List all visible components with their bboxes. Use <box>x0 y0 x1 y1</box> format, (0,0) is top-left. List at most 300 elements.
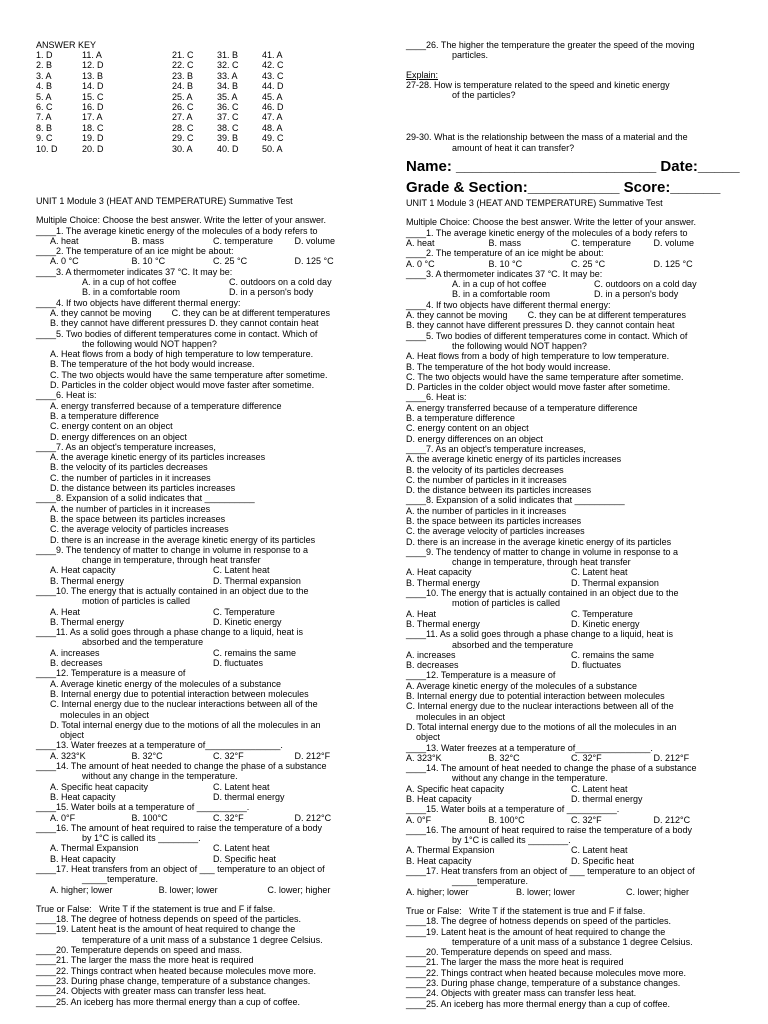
question-3: ____3. A thermometer indicates 37 °C. It may be: <box>406 268 603 279</box>
option: D. Total internal energy due to the motions of all the molecules in an <box>50 719 321 730</box>
answer-key-col-4 <box>217 50 239 154</box>
question-7-options <box>406 454 736 495</box>
answer-key-item: 44. D <box>262 81 284 92</box>
option: B. mass <box>488 237 522 248</box>
answer-key-item: 41. A <box>262 50 283 60</box>
option: D. Particles in the colder object would move faster after sometime. <box>50 380 315 391</box>
option: B. Internal energy due to potential interaction between molecules <box>406 691 665 702</box>
question-11-cont: absorbed and the temperature <box>82 637 204 648</box>
question-4-options-b: B. they cannot have different pressures D. they cannot contain heat <box>50 318 319 329</box>
question-10-options <box>36 607 376 628</box>
option: D. 212°C <box>653 814 691 825</box>
option: B. the space between its particles increases <box>406 515 582 526</box>
option: D. Kinetic energy <box>571 618 640 629</box>
option: D. fluctuates <box>213 658 264 669</box>
explain-heading: Explain: <box>406 69 439 80</box>
question-2: ____2. The temperature of an ice might be about: <box>406 248 604 259</box>
question-8: ____8. Expansion of a solid indicates that __________ <box>36 493 255 504</box>
tf-item: ____18. The degree of hotness depends on speed of the particles. <box>406 916 672 927</box>
question-4: ____4. If two objects have different thermal energy: <box>406 299 611 310</box>
tf-item: ____21. The larger the mass the more heat is required <box>406 957 624 968</box>
question-11-cont: absorbed and the temperature <box>452 639 574 650</box>
answer-key-item: 25. A <box>172 91 193 102</box>
question-16: ____16. The amount of heat required to raise the temperature of a body <box>36 822 323 833</box>
tf-list <box>36 914 376 1007</box>
question-14-options <box>406 784 736 805</box>
option: A. 0°F <box>406 814 432 825</box>
option: B. Internal energy due to potential interaction between molecules <box>50 688 309 699</box>
question-17-options <box>406 887 736 897</box>
option: B. Heat capacity <box>406 794 472 804</box>
question-11-options <box>36 648 376 669</box>
option: D. 125 °C <box>294 256 334 267</box>
answer-key-item: 39. B <box>217 133 239 144</box>
grade-score-line: Grade & Section:___________ Score:______ <box>406 179 721 197</box>
option: A. Specific heat capacity <box>50 781 149 792</box>
option: A. 0 °C <box>406 258 435 269</box>
mc-instructions: Multiple Choice: Choose the best answer. Write the letter of your answer. <box>406 217 696 228</box>
tf-item-cont: temperature of a unit mass of a substance 1 degree Celsius. <box>452 936 693 947</box>
option: A. the number of particles in it increases <box>406 505 567 516</box>
question-14-options <box>36 782 376 803</box>
question-14-cont: without any change in the temperature. <box>82 771 238 782</box>
question-14: ____14. The amount of heat needed to change the phase of a substance <box>36 761 327 772</box>
answer-key-item: 15. C <box>82 91 104 102</box>
answer-key-item: 21. C <box>172 50 194 60</box>
question-10-cont: motion of particles is called <box>82 596 191 607</box>
question-3: ____3. A thermometer indicates 37 °C. It may be: <box>36 266 233 277</box>
option: A. increases <box>50 647 100 658</box>
answer-key-title: ANSWER KEY <box>36 40 97 50</box>
question-9-cont: change in temperature, through heat transfer <box>452 557 631 568</box>
question-6-options <box>36 401 376 442</box>
tf-item: ____23. During phase change, temperature of a substance changes. <box>406 978 681 989</box>
option: B. the space between its particles increases <box>50 513 226 524</box>
option: D. Particles in the colder object would move faster after sometime. <box>406 382 671 393</box>
option: C. the average velocity of particles increases <box>50 524 229 535</box>
option: C. Latent heat <box>571 567 628 578</box>
tf-item: ____25. An iceberg has more thermal energy than a cup of coffee. <box>36 996 301 1007</box>
question-1: ____1. The average kinetic energy of the molecules of a body refers to <box>406 227 688 238</box>
option: A. Heat flows from a body of high temperature to low temperature. <box>50 349 314 360</box>
option: D. 212°F <box>294 750 331 761</box>
answer-key-item: 23. B <box>172 70 194 81</box>
option: B. lower; lower <box>158 884 218 895</box>
question-7: ____7. As an object's temperature increases, <box>406 443 586 454</box>
question-9-options <box>406 567 736 588</box>
option: A. Thermal Expansion <box>406 845 495 856</box>
answer-key-item: 36. C <box>217 101 239 112</box>
tf-item: ____24. Objects with greater mass can transfer less heat. <box>36 986 267 997</box>
option: A. heat <box>406 237 435 248</box>
option: A. the average kinetic energy of its particles increases <box>406 454 622 465</box>
answer-key-item: 50. A <box>262 143 283 154</box>
question-2-options <box>36 256 376 266</box>
question-6-options <box>406 403 736 444</box>
option: D. 212°F <box>653 752 690 763</box>
option: A. higher; lower <box>406 886 469 897</box>
option: D. there is an increase in the average kinetic energy of its particles <box>406 536 672 547</box>
question-5-cont: the following would NOT happen? <box>452 340 587 351</box>
question-1: ____1. The average kinetic energy of the molecules of a body refers to <box>36 225 318 236</box>
option: C. remains the same <box>213 647 297 658</box>
question-10: ____10. The energy that is actually contained in an object due to the <box>36 585 309 596</box>
tf-item: ____19. Latent heat is the amount of heat required to change the <box>406 926 666 937</box>
option: D. there is an increase in the average kinetic energy of its particles <box>50 534 316 545</box>
option: B. 100°C <box>488 814 525 825</box>
option: C. 32°F <box>213 812 244 823</box>
option: C. temperature <box>571 237 632 248</box>
answer-key-item: 47. A <box>262 112 283 123</box>
option: B. 100°C <box>131 812 168 823</box>
answer-key-item: 12. D <box>82 60 104 71</box>
question-13-options <box>406 753 736 763</box>
option: B. Heat capacity <box>50 853 116 864</box>
option: D. in a person's body <box>229 287 314 298</box>
tf-instructions: True or False: Write T if the statement is true and F if false. <box>406 905 646 916</box>
option: B. 10 °C <box>488 258 523 269</box>
answer-key-item: 13. B <box>82 70 104 81</box>
answer-key-item: 6. C <box>36 101 53 112</box>
test-title: UNIT 1 Module 3 (HEAT AND TEMPERATURE) Summative Test <box>36 196 293 206</box>
option: D. Thermal expansion <box>213 575 301 586</box>
option: D. 125 °C <box>653 258 693 269</box>
option: B. in a comfortable room <box>452 289 551 300</box>
question-15: ____15. Water boils at a temperature of __________. <box>36 802 250 813</box>
option: B. Heat capacity <box>50 791 116 802</box>
option: C. Temperature <box>571 608 633 619</box>
option: D. Thermal expansion <box>571 577 659 588</box>
answer-key-item: 8. B <box>36 122 53 133</box>
option: C. energy content on an object <box>406 423 529 434</box>
option: A. Heat flows from a body of high temperature to low temperature. <box>406 351 670 362</box>
option: B. the velocity of its particles decreases <box>406 464 564 475</box>
question-5-options <box>36 349 376 390</box>
option: C. lower; higher <box>267 884 331 895</box>
option: C. remains the same <box>571 649 655 660</box>
tf-item: ____24. Objects with greater mass can transfer less heat. <box>406 988 637 999</box>
option: B. The temperature of the hot body would increase. <box>50 359 255 370</box>
option: C. energy content on an object <box>50 421 173 432</box>
right-column <box>406 40 740 1009</box>
option: D. Kinetic energy <box>213 616 282 627</box>
option: B. decreases <box>50 658 103 669</box>
option: B. 32°C <box>488 752 520 763</box>
option: B. 10 °C <box>131 256 166 267</box>
question-9-options <box>36 565 376 586</box>
option: A. in a cup of hot coffee <box>82 277 177 288</box>
question-17: ____17. Heat transfers from an object of ___ temperature to an object of <box>406 866 695 877</box>
mc-instructions: Multiple Choice: Choose the best answer. Write the letter of your answer. <box>36 215 326 226</box>
left-test <box>36 196 376 1007</box>
tf-item-cont: temperature of a unit mass of a substance 1 degree Celsius. <box>82 934 323 945</box>
option: A. Specific heat capacity <box>406 783 505 794</box>
option: A. Heat <box>50 606 81 617</box>
question-12-options <box>36 679 376 741</box>
answer-key-item: 33. A <box>217 70 238 81</box>
option: D. 212°C <box>294 812 332 823</box>
question-3-options <box>406 279 736 300</box>
option: A. Thermal Expansion <box>50 843 139 854</box>
option: D. fluctuates <box>571 660 622 671</box>
answer-key-item: 28. C <box>172 122 194 133</box>
option: A. energy transferred because of a temperature difference <box>50 400 282 411</box>
question-8-options <box>406 506 736 547</box>
question-9: ____9. The tendency of matter to change in volume in response to a <box>406 546 679 557</box>
option: B. the velocity of its particles decreases <box>50 462 208 473</box>
question-10: ____10. The energy that is actually contained in an object due to the <box>406 588 679 599</box>
question-29-30-cont: amount of heat it can transfer? <box>452 142 575 153</box>
question-8: ____8. Expansion of a solid indicates that __________ <box>406 495 625 506</box>
answer-key-item: 24. B <box>172 81 194 92</box>
question-6: ____6. Heat is: <box>36 390 97 401</box>
option: A. 0°F <box>50 812 76 823</box>
question-17-options <box>36 885 376 895</box>
option: D. the distance between its particles increases <box>50 483 236 494</box>
answer-key-col-2 <box>82 50 104 154</box>
question-10-cont: motion of particles is called <box>452 598 561 609</box>
option: C. lower; higher <box>626 886 690 897</box>
option: C. Internal energy due to the nuclear interactions between all of the <box>406 701 674 712</box>
option: C. The two objects would have the same temperature after sometime. <box>50 369 328 380</box>
option: A. Heat capacity <box>406 567 472 578</box>
question-4-options-a: A. they cannot be moving C. they can be at different temperatures <box>50 307 330 318</box>
answer-key-col-3 <box>172 50 194 154</box>
option: D. the distance between its particles increases <box>406 485 592 496</box>
option: A. heat <box>50 235 79 246</box>
option: B. a temperature difference <box>50 410 159 421</box>
answer-key-item: 17. A <box>82 112 103 123</box>
option: B. Thermal energy <box>50 575 124 586</box>
answer-key-item: 32. C <box>217 60 239 71</box>
option: D. energy differences on an object <box>50 431 187 442</box>
option-cont: object <box>416 732 441 743</box>
option: D. Total internal energy due to the motions of all the molecules in an <box>406 721 677 732</box>
question-5: ____5. Two bodies of different temperatures come in contact. Which of <box>406 330 688 341</box>
answer-key-item: 46. D <box>262 101 284 112</box>
answer-key-item: 31. B <box>217 50 239 60</box>
answer-key-item: 9. C <box>36 133 53 144</box>
answer-key-item: 4. B <box>36 81 53 92</box>
option: B. mass <box>131 235 165 246</box>
question-2: ____2. The temperature of an ice might be about: <box>36 246 234 257</box>
option: C. temperature <box>213 235 274 246</box>
question-27-28: 27-28. How is temperature related to the speed and kinetic energy <box>406 79 670 90</box>
option: C. outdoors on a cold day <box>229 277 332 288</box>
option: D. volume <box>653 237 695 248</box>
option: C. the number of particles in it increases <box>50 472 211 483</box>
tf-instructions: True or False: Write T if the statement is true and F if false. <box>36 903 276 914</box>
question-29-30: 29-30. What is the relationship between the mass of a material and the <box>406 132 688 143</box>
option: A. Heat <box>406 608 437 619</box>
question-1-options <box>36 236 376 246</box>
option: C. 32°F <box>571 752 602 763</box>
option: B. Thermal energy <box>406 618 480 629</box>
question-5: ____5. Two bodies of different temperatures come in contact. Which of <box>36 328 318 339</box>
question-4: ____4. If two objects have different thermal energy: <box>36 297 241 308</box>
question-16: ____16. The amount of heat required to raise the temperature of a body <box>406 824 693 835</box>
option: C. Temperature <box>213 606 275 617</box>
answer-key-item: 27. A <box>172 112 193 123</box>
tf-item: ____23. During phase change, temperature of a substance changes. <box>36 975 311 986</box>
option: A. the average kinetic energy of its particles increases <box>50 452 266 463</box>
answer-key-item: 30. A <box>172 143 193 154</box>
answer-key-item: 16. D <box>82 101 104 112</box>
option: A. increases <box>406 649 456 660</box>
option: C. Latent heat <box>571 783 628 794</box>
question-4-options-b: B. they cannot have different pressures D. they cannot contain heat <box>406 320 675 331</box>
question-11: ____11. As a solid goes through a phase change to a liquid, heat is <box>406 629 674 640</box>
question-16-options <box>406 845 736 866</box>
tf-item: ____20. Temperature depends on speed and mass. <box>406 947 612 958</box>
option-cont: object <box>60 730 85 741</box>
option: B. in a comfortable room <box>82 287 181 298</box>
option: D. volume <box>294 235 336 246</box>
question-14: ____14. The amount of heat needed to change the phase of a substance <box>406 763 697 774</box>
answer-key-item: 14. D <box>82 81 104 92</box>
tf-item: ____25. An iceberg has more thermal energy than a cup of coffee. <box>406 998 671 1009</box>
option-cont: molecules in an object <box>60 709 150 720</box>
option: C. 25 °C <box>213 256 248 267</box>
option: C. Latent heat <box>571 845 628 856</box>
option: B. a temperature difference <box>406 413 515 424</box>
question-12: ____12. Temperature is a measure of <box>406 670 556 681</box>
answer-key-item: 7. A <box>36 112 52 123</box>
question-11: ____11. As a solid goes through a phase change to a liquid, heat is <box>36 627 304 638</box>
tf-item: ____21. The larger the mass the more heat is required <box>36 955 254 966</box>
option: D. Specific heat <box>213 853 277 864</box>
option: C. the average velocity of particles increases <box>406 526 585 537</box>
option: D. energy differences on an object <box>406 433 543 444</box>
question-7: ____7. As an object's temperature increases, <box>36 441 216 452</box>
option: B. Thermal energy <box>50 616 124 627</box>
option: D. thermal energy <box>571 794 643 804</box>
tf-item: ____22. Things contract when heated because molecules move more. <box>406 967 687 978</box>
question-17-cont: _____temperature. <box>452 876 529 887</box>
option: B. decreases <box>406 660 459 671</box>
option: B. 32°C <box>131 750 163 761</box>
option: A. 323°K <box>50 750 86 761</box>
option: C. Internal energy due to the nuclear interactions between all of the <box>50 699 318 710</box>
question-16-options <box>36 843 376 864</box>
option: A. Average kinetic energy of the molecules of a substance <box>50 678 281 689</box>
option: A. higher; lower <box>50 884 113 895</box>
tf-item: ____22. Things contract when heated because molecules move more. <box>36 965 317 976</box>
answer-key-col-5 <box>262 50 284 154</box>
answer-key-item: 35. A <box>217 91 238 102</box>
question-26-cont: particles. <box>452 50 489 61</box>
answer-key-item: 10. D <box>36 143 58 154</box>
answer-key-item: 18. C <box>82 122 104 133</box>
answer-key-item: 42. C <box>262 60 284 71</box>
option: B. Thermal energy <box>406 577 480 588</box>
tf-item: ____19. Latent heat is the amount of heat required to change the <box>36 924 296 935</box>
test-title: UNIT 1 Module 3 (HEAT AND TEMPERATURE) Summative Test <box>406 198 663 209</box>
question-13: ____13. Water freezes at a temperature of_______________. <box>406 742 653 753</box>
option: B. lower; lower <box>516 886 576 897</box>
question-6: ____6. Heat is: <box>406 392 467 403</box>
option-cont: molecules in an object <box>416 711 506 722</box>
answer-key-item: 26. C <box>172 101 194 112</box>
option: C. Latent heat <box>213 781 270 792</box>
question-15: ____15. Water boils at a temperature of __________. <box>406 804 620 815</box>
answer-key-item: 22. C <box>172 60 194 71</box>
option: D. Specific heat <box>571 855 635 866</box>
option: C. outdoors on a cold day <box>594 279 697 290</box>
option: C. the number of particles in it increases <box>406 474 567 485</box>
question-13: ____13. Water freezes at a temperature of_______________. <box>36 740 283 751</box>
option: A. Average kinetic energy of the molecules of a substance <box>406 680 637 691</box>
answer-key-item: 43. C <box>262 70 284 81</box>
option: C. Latent heat <box>213 565 270 576</box>
option: C. Latent heat <box>213 843 270 854</box>
option: B. Heat capacity <box>406 855 472 866</box>
option: C. 32°F <box>213 750 244 761</box>
question-9: ____9. The tendency of matter to change in volume in response to a <box>36 544 309 555</box>
question-5-options <box>406 351 736 392</box>
option: A. 323°K <box>406 752 442 763</box>
answer-key-item: 19. D <box>82 133 104 144</box>
option: B. The temperature of the hot body would increase. <box>406 361 611 372</box>
question-17: ____17. Heat transfers from an object of ___ temperature to an object of <box>36 864 325 874</box>
option: A. Heat capacity <box>50 565 116 576</box>
question-26: ____26. The higher the temperature the greater the speed of the moving <box>406 40 695 50</box>
question-12: ____12. Temperature is a measure of <box>36 668 186 679</box>
option: A. 0 °C <box>50 256 79 267</box>
answer-key-item: 1. D <box>36 50 53 60</box>
option: C. The two objects would have the same temperature after sometime. <box>406 371 684 382</box>
option: C. 32°F <box>571 814 602 825</box>
answer-key-item: 49. C <box>262 133 284 144</box>
answer-key-item: 40. D <box>217 143 239 154</box>
answer-key-item: 2. B <box>36 60 53 71</box>
answer-key-item: 5. A <box>36 91 52 102</box>
tf-list <box>406 916 736 1009</box>
question-12-options <box>406 681 736 743</box>
answer-key-item: 37. C <box>217 112 239 123</box>
tf-item: ____20. Temperature depends on speed and mass. <box>36 945 242 956</box>
question-1-options <box>406 238 736 248</box>
question-10-options <box>406 609 736 630</box>
option: A. energy transferred because of a temperature difference <box>406 402 638 413</box>
tf-item: ____18. The degree of hotness depends on speed of the particles. <box>36 914 302 925</box>
question-7-options <box>36 452 376 493</box>
question-4-options-a: A. they cannot be moving C. they can be at different temperatures <box>406 310 686 321</box>
answer-key-item: 48. A <box>262 122 283 133</box>
option: D. in a person's body <box>594 289 679 300</box>
name-date-line: Name: ________________________ Date:_____ <box>406 158 740 176</box>
question-17-cont: _____temperature. <box>82 874 159 885</box>
question-11-options <box>406 650 736 671</box>
answer-key-item: 29. C <box>172 133 194 144</box>
question-3-options <box>36 277 376 298</box>
question-13-options <box>36 751 376 761</box>
question-15-options <box>406 815 736 825</box>
question-27-28-cont: of the particles? <box>452 90 516 101</box>
option: D. thermal energy <box>213 791 285 802</box>
answer-key-col-1 <box>36 50 58 154</box>
question-15-options <box>36 813 376 823</box>
question-16-cont: by 1°C is called its ________. <box>82 833 201 844</box>
question-9-cont: change in temperature, through heat transfer <box>82 555 261 566</box>
question-8-options <box>36 504 376 545</box>
question-5-cont: the following would NOT happen? <box>82 338 217 349</box>
answer-key-item: 20. D <box>82 143 104 154</box>
question-16-cont: by 1°C is called its ________. <box>452 835 571 846</box>
answer-key-item: 34. B <box>217 81 239 92</box>
question-14-cont: without any change in the temperature. <box>452 773 608 784</box>
answer-key-item: 11. A <box>82 50 102 60</box>
